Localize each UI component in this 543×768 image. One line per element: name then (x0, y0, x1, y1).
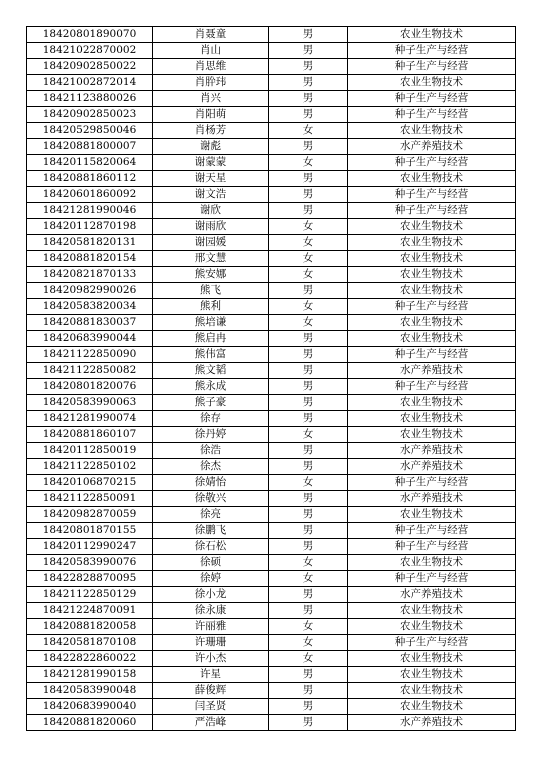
major-cell: 种子生产与经营 (348, 187, 516, 203)
major-cell: 种子生产与经营 (348, 635, 516, 651)
gender-cell: 男 (269, 347, 348, 363)
gender-cell: 男 (269, 283, 348, 299)
table-row (27, 587, 516, 603)
student-id-cell: 18420801890070 (27, 27, 153, 43)
student-name-cell: 谢天星 (153, 171, 269, 187)
table-row (27, 475, 516, 491)
student-name-cell: 许丽雅 (153, 619, 269, 635)
gender-cell: 男 (269, 379, 348, 395)
gender-cell: 男 (269, 603, 348, 619)
gender-cell: 男 (269, 523, 348, 539)
table-row (27, 155, 516, 171)
student-name-cell: 熊飞 (153, 283, 269, 299)
student-name-cell: 熊启冉 (153, 331, 269, 347)
student-id-cell: 18421122850091 (27, 491, 153, 507)
student-name-cell: 肖思维 (153, 59, 269, 75)
major-cell: 农业生物技术 (348, 219, 516, 235)
student-name-cell: 徐存 (153, 411, 269, 427)
major-cell: 农业生物技术 (348, 27, 516, 43)
major-cell: 水产养殖技术 (348, 587, 516, 603)
student-id-cell: 18420112850019 (27, 443, 153, 459)
gender-cell: 男 (269, 187, 348, 203)
gender-cell: 女 (269, 475, 348, 491)
gender-cell: 男 (269, 507, 348, 523)
major-cell: 农业生物技术 (348, 123, 516, 139)
gender-cell: 女 (269, 155, 348, 171)
table-row (27, 235, 516, 251)
student-id-cell: 18420581820131 (27, 235, 153, 251)
gender-cell: 女 (269, 219, 348, 235)
student-id-cell: 18422828870095 (27, 571, 153, 587)
major-cell: 水产养殖技术 (348, 139, 516, 155)
major-cell: 水产养殖技术 (348, 443, 516, 459)
student-name-cell: 许小杰 (153, 651, 269, 667)
student-id-cell: 18421122850082 (27, 363, 153, 379)
table-row (27, 139, 516, 155)
major-cell: 农业生物技术 (348, 267, 516, 283)
table-row (27, 555, 516, 571)
gender-cell: 女 (269, 571, 348, 587)
table-row (27, 683, 516, 699)
major-cell: 农业生物技术 (348, 283, 516, 299)
student-id-cell: 18420583820034 (27, 299, 153, 315)
student-name-cell: 徐婧怡 (153, 475, 269, 491)
major-cell: 种子生产与经营 (348, 571, 516, 587)
table-row (27, 411, 516, 427)
student-name-cell: 熊利 (153, 299, 269, 315)
gender-cell: 男 (269, 27, 348, 43)
major-cell: 种子生产与经营 (348, 43, 516, 59)
student-id-cell: 18420581870108 (27, 635, 153, 651)
major-cell: 种子生产与经营 (348, 59, 516, 75)
student-name-cell: 徐永康 (153, 603, 269, 619)
student-name-cell: 徐婷 (153, 571, 269, 587)
gender-cell: 女 (269, 299, 348, 315)
student-id-cell: 18420106870215 (27, 475, 153, 491)
student-name-cell: 肖杨芳 (153, 123, 269, 139)
student-name-cell: 谢园媛 (153, 235, 269, 251)
student-id-cell: 18421002872014 (27, 75, 153, 91)
table-row (27, 539, 516, 555)
major-cell: 种子生产与经营 (348, 203, 516, 219)
student-id-cell: 18420902850023 (27, 107, 153, 123)
student-name-cell: 许珊珊 (153, 635, 269, 651)
student-id-cell: 18421122850129 (27, 587, 153, 603)
table-row (27, 347, 516, 363)
student-id-cell: 18421224870091 (27, 603, 153, 619)
student-id-cell: 18420801820076 (27, 379, 153, 395)
major-cell: 农业生物技术 (348, 683, 516, 699)
student-name-cell: 徐杰 (153, 459, 269, 475)
gender-cell: 女 (269, 635, 348, 651)
major-cell: 水产养殖技术 (348, 715, 516, 731)
gender-cell: 男 (269, 715, 348, 731)
major-cell: 农业生物技术 (348, 555, 516, 571)
table-row (27, 123, 516, 139)
student-name-cell: 邢文慧 (153, 251, 269, 267)
student-id-cell: 18420601860092 (27, 187, 153, 203)
gender-cell: 男 (269, 699, 348, 715)
student-id-cell: 18420583990076 (27, 555, 153, 571)
table-row (27, 187, 516, 203)
student-id-cell: 18420529850046 (27, 123, 153, 139)
student-id-cell: 18421281990158 (27, 667, 153, 683)
gender-cell: 女 (269, 315, 348, 331)
student-name-cell: 徐敬兴 (153, 491, 269, 507)
student-id-cell: 18420583990048 (27, 683, 153, 699)
student-name-cell: 熊安娜 (153, 267, 269, 283)
student-name-cell: 徐硕 (153, 555, 269, 571)
student-id-cell: 18421123880026 (27, 91, 153, 107)
table-row (27, 27, 516, 43)
major-cell: 种子生产与经营 (348, 475, 516, 491)
student-id-cell: 18422822860022 (27, 651, 153, 667)
table-row (27, 331, 516, 347)
student-name-cell: 徐丹婷 (153, 427, 269, 443)
gender-cell: 男 (269, 539, 348, 555)
student-id-cell: 18421122850102 (27, 459, 153, 475)
student-id-cell: 18421022870002 (27, 43, 153, 59)
student-name-cell: 熊子豪 (153, 395, 269, 411)
table-row (27, 219, 516, 235)
major-cell: 农业生物技术 (348, 171, 516, 187)
student-name-cell: 肖肸玮 (153, 75, 269, 91)
major-cell: 农业生物技术 (348, 603, 516, 619)
student-id-cell: 18420821870133 (27, 267, 153, 283)
table-row (27, 507, 516, 523)
major-cell: 农业生物技术 (348, 235, 516, 251)
student-name-cell: 肖阳萌 (153, 107, 269, 123)
table-row (27, 459, 516, 475)
student-name-cell: 闫圣贤 (153, 699, 269, 715)
student-name-cell: 徐小龙 (153, 587, 269, 603)
major-cell: 农业生物技术 (348, 251, 516, 267)
major-cell: 种子生产与经营 (348, 155, 516, 171)
student-name-cell: 薛俊辉 (153, 683, 269, 699)
student-id-cell: 18420881800007 (27, 139, 153, 155)
gender-cell: 女 (269, 123, 348, 139)
gender-cell: 男 (269, 411, 348, 427)
gender-cell: 女 (269, 619, 348, 635)
student-name-cell: 肖山 (153, 43, 269, 59)
student-id-cell: 18420881830037 (27, 315, 153, 331)
major-cell: 农业生物技术 (348, 619, 516, 635)
major-cell: 种子生产与经营 (348, 91, 516, 107)
major-cell: 种子生产与经营 (348, 299, 516, 315)
table-row (27, 299, 516, 315)
student-name-cell: 肖聂童 (153, 27, 269, 43)
table-row (27, 427, 516, 443)
table-row (27, 491, 516, 507)
major-cell: 种子生产与经营 (348, 523, 516, 539)
major-cell: 农业生物技术 (348, 331, 516, 347)
table-row (27, 107, 516, 123)
table-row (27, 251, 516, 267)
table-row (27, 443, 516, 459)
student-name-cell: 徐石松 (153, 539, 269, 555)
roster-body (27, 27, 516, 731)
gender-cell: 女 (269, 427, 348, 443)
gender-cell: 男 (269, 683, 348, 699)
gender-cell: 女 (269, 651, 348, 667)
major-cell: 农业生物技术 (348, 507, 516, 523)
table-row (27, 619, 516, 635)
table-row (27, 91, 516, 107)
student-id-cell: 18420881860107 (27, 427, 153, 443)
table-row (27, 715, 516, 731)
student-id-cell: 18420112990247 (27, 539, 153, 555)
gender-cell: 男 (269, 43, 348, 59)
table-row (27, 667, 516, 683)
major-cell: 种子生产与经营 (348, 539, 516, 555)
student-id-cell: 18420881820060 (27, 715, 153, 731)
student-id-cell: 18420902850022 (27, 59, 153, 75)
student-name-cell: 许星 (153, 667, 269, 683)
table-row (27, 43, 516, 59)
gender-cell: 男 (269, 139, 348, 155)
table-row (27, 523, 516, 539)
student-id-cell: 18420683990040 (27, 699, 153, 715)
student-id-cell: 18420881820058 (27, 619, 153, 635)
student-name-cell: 熊文韬 (153, 363, 269, 379)
gender-cell: 男 (269, 667, 348, 683)
gender-cell: 男 (269, 91, 348, 107)
student-id-cell: 18420881860112 (27, 171, 153, 187)
table-row (27, 75, 516, 91)
table-row (27, 59, 516, 75)
table-row (27, 571, 516, 587)
student-name-cell: 徐亮 (153, 507, 269, 523)
major-cell: 水产养殖技术 (348, 491, 516, 507)
major-cell: 农业生物技术 (348, 651, 516, 667)
student-name-cell: 严浩峰 (153, 715, 269, 731)
gender-cell: 女 (269, 555, 348, 571)
student-roster-table (26, 26, 516, 731)
gender-cell: 男 (269, 459, 348, 475)
student-id-cell: 18420982990026 (27, 283, 153, 299)
student-name-cell: 熊培谦 (153, 315, 269, 331)
table-row (27, 315, 516, 331)
student-name-cell: 谢欣 (153, 203, 269, 219)
table-row (27, 395, 516, 411)
major-cell: 农业生物技术 (348, 667, 516, 683)
student-id-cell: 18421281990074 (27, 411, 153, 427)
table-row (27, 651, 516, 667)
gender-cell: 女 (269, 267, 348, 283)
table-row (27, 267, 516, 283)
student-name-cell: 徐浩 (153, 443, 269, 459)
gender-cell: 男 (269, 75, 348, 91)
gender-cell: 男 (269, 331, 348, 347)
student-name-cell: 谢蒙蒙 (153, 155, 269, 171)
student-name-cell: 熊永成 (153, 379, 269, 395)
major-cell: 农业生物技术 (348, 395, 516, 411)
student-id-cell: 18420112870198 (27, 219, 153, 235)
student-id-cell: 18420982870059 (27, 507, 153, 523)
student-id-cell: 18420683990044 (27, 331, 153, 347)
student-id-cell: 18420801870155 (27, 523, 153, 539)
gender-cell: 女 (269, 235, 348, 251)
student-name-cell: 徐鹏飞 (153, 523, 269, 539)
table-row (27, 283, 516, 299)
student-id-cell: 18421281990046 (27, 203, 153, 219)
student-id-cell: 18420583990063 (27, 395, 153, 411)
major-cell: 种子生产与经营 (348, 379, 516, 395)
student-name-cell: 谢雨欣 (153, 219, 269, 235)
gender-cell: 男 (269, 587, 348, 603)
table-row (27, 379, 516, 395)
table-row (27, 171, 516, 187)
major-cell: 农业生物技术 (348, 411, 516, 427)
major-cell: 农业生物技术 (348, 427, 516, 443)
major-cell: 种子生产与经营 (348, 347, 516, 363)
major-cell: 水产养殖技术 (348, 363, 516, 379)
student-id-cell: 18420881820154 (27, 251, 153, 267)
gender-cell: 男 (269, 363, 348, 379)
gender-cell: 女 (269, 251, 348, 267)
student-name-cell: 肖兴 (153, 91, 269, 107)
major-cell: 农业生物技术 (348, 75, 516, 91)
table-row (27, 363, 516, 379)
major-cell: 农业生物技术 (348, 315, 516, 331)
table-row (27, 699, 516, 715)
student-name-cell: 熊伟富 (153, 347, 269, 363)
major-cell: 水产养殖技术 (348, 459, 516, 475)
student-name-cell: 谢彪 (153, 139, 269, 155)
table-row (27, 635, 516, 651)
gender-cell: 男 (269, 443, 348, 459)
gender-cell: 男 (269, 491, 348, 507)
student-id-cell: 18421122850090 (27, 347, 153, 363)
table-row (27, 203, 516, 219)
table-row (27, 603, 516, 619)
gender-cell: 男 (269, 203, 348, 219)
student-name-cell: 谢文浩 (153, 187, 269, 203)
major-cell: 种子生产与经营 (348, 107, 516, 123)
student-id-cell: 18420115820064 (27, 155, 153, 171)
gender-cell: 男 (269, 171, 348, 187)
major-cell: 农业生物技术 (348, 699, 516, 715)
gender-cell: 男 (269, 395, 348, 411)
gender-cell: 男 (269, 59, 348, 75)
gender-cell: 男 (269, 107, 348, 123)
